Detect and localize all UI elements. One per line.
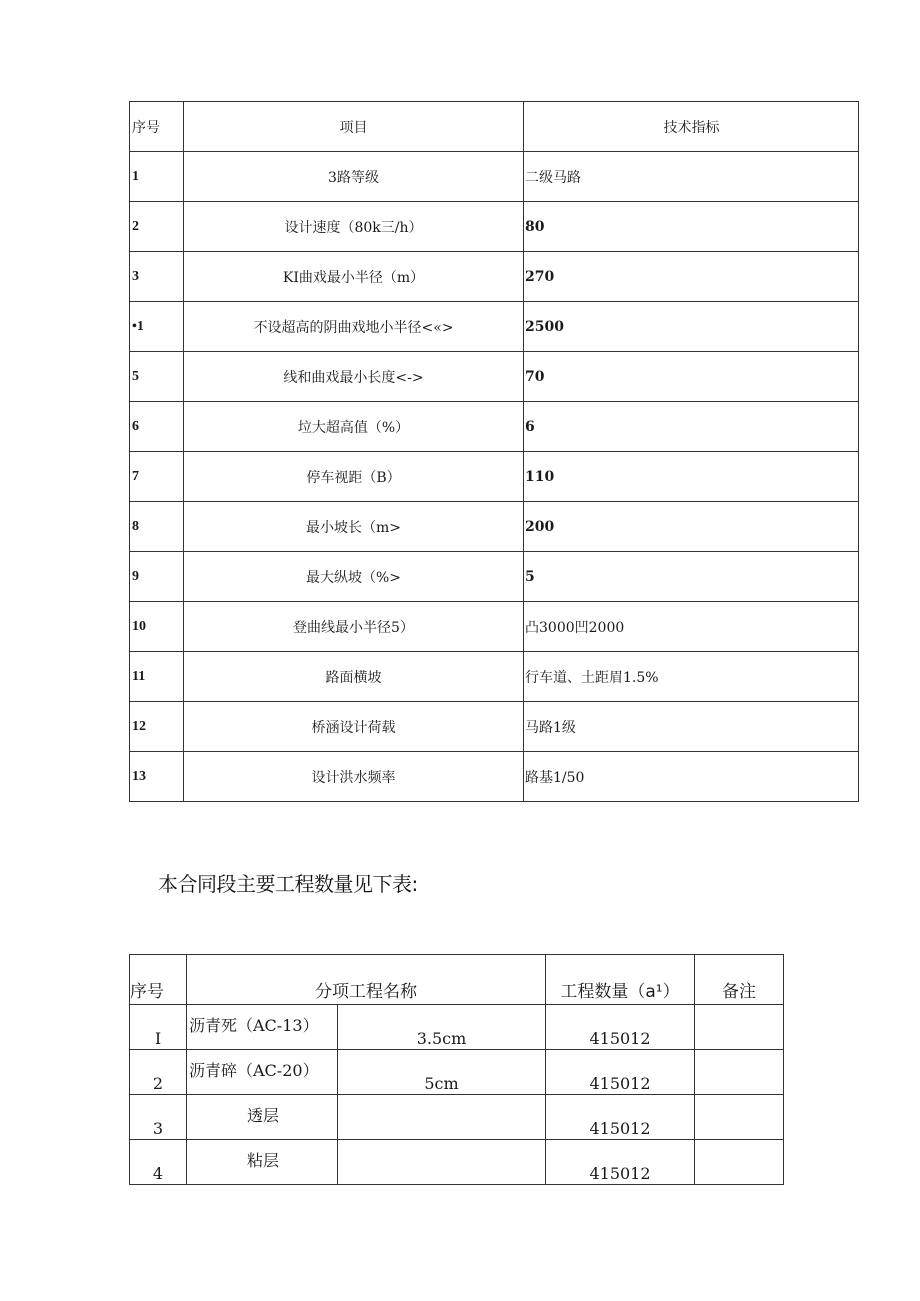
row-item: 最大纵坡（%> xyxy=(184,552,524,602)
row-item: 3路等级 xyxy=(184,152,524,202)
row-remark xyxy=(695,1095,784,1140)
table-row xyxy=(130,652,859,702)
row-qty: 415012 xyxy=(546,1140,695,1185)
row-spec: 凸3000凹2000 xyxy=(524,602,859,652)
table-header-row xyxy=(130,955,784,1005)
row-name: 沥青死（AC-13） xyxy=(187,1005,338,1050)
table-row xyxy=(130,702,859,752)
table-row xyxy=(130,202,859,252)
row-spec: 80 xyxy=(524,202,859,252)
row-seq: 3 xyxy=(130,1095,187,1140)
row-spec xyxy=(338,1140,546,1185)
row-seq: 3 xyxy=(130,252,184,302)
row-item: 垃大超高值（%） xyxy=(184,402,524,452)
row-item: 设计速度（80k三/h） xyxy=(184,202,524,252)
row-spec: 110 xyxy=(524,452,859,502)
row-spec: 3.5cm xyxy=(338,1005,546,1050)
row-item: 登曲线最小半径5） xyxy=(184,602,524,652)
row-spec: 5 xyxy=(524,552,859,602)
row-seq: 8 xyxy=(130,502,184,552)
row-seq: 10 xyxy=(130,602,184,652)
table-row xyxy=(130,352,859,402)
row-spec: 二级马路 xyxy=(524,152,859,202)
table-row xyxy=(130,502,859,552)
row-spec xyxy=(338,1095,546,1140)
header-item: 项目 xyxy=(184,102,524,152)
technical-spec-table xyxy=(129,101,859,802)
row-item: 停车视距（B） xyxy=(184,452,524,502)
row-seq: 2 xyxy=(130,202,184,252)
quantity-table xyxy=(129,954,784,1185)
table-row xyxy=(130,1095,784,1140)
row-item: 最小坡长（m> xyxy=(184,502,524,552)
table-row xyxy=(130,1005,784,1050)
row-seq: 7 xyxy=(130,452,184,502)
table-header-row xyxy=(130,102,859,152)
row-item: 桥涵设计荷载 xyxy=(184,702,524,752)
table-row xyxy=(130,752,859,802)
row-remark xyxy=(695,1050,784,1095)
header-qty: 工程数量（a¹） xyxy=(546,955,695,1005)
row-seq: 11 xyxy=(130,652,184,702)
row-seq: 4 xyxy=(130,1140,187,1185)
row-seq: •1 xyxy=(130,302,184,352)
row-spec: 马路1级 xyxy=(524,702,859,752)
row-spec: 270 xyxy=(524,252,859,302)
table-row xyxy=(130,252,859,302)
row-name: 透层 xyxy=(187,1095,338,1140)
section-heading: 本合同段主要工程数量见下表: xyxy=(158,872,418,896)
header-spec: 技术指标 xyxy=(524,102,859,152)
row-spec: 6 xyxy=(524,402,859,452)
row-seq: I xyxy=(130,1005,187,1050)
row-item: 线和曲戏最小长度<-> xyxy=(184,352,524,402)
row-item: 设计洪水频率 xyxy=(184,752,524,802)
row-qty: 415012 xyxy=(546,1050,695,1095)
table-row xyxy=(130,402,859,452)
row-remark xyxy=(695,1005,784,1050)
row-seq: 12 xyxy=(130,702,184,752)
row-item: 不设超高的阴曲戏地小半径<«> xyxy=(184,302,524,352)
table-row xyxy=(130,1050,784,1095)
row-name: 粘层 xyxy=(187,1140,338,1185)
table-row xyxy=(130,452,859,502)
table-row xyxy=(130,1140,784,1185)
row-spec: 5cm xyxy=(338,1050,546,1095)
row-seq: 6 xyxy=(130,402,184,452)
header-remark: 备注 xyxy=(695,955,784,1005)
header-seq: 序号 xyxy=(130,955,187,1005)
row-spec: 行车道、土距眉1.5% xyxy=(524,652,859,702)
row-spec: 2500 xyxy=(524,302,859,352)
table-row xyxy=(130,602,859,652)
header-name: 分项工程名称 xyxy=(187,955,546,1005)
row-seq: 13 xyxy=(130,752,184,802)
row-seq: 9 xyxy=(130,552,184,602)
row-spec: 200 xyxy=(524,502,859,552)
row-item: KI曲戏最小半径（m） xyxy=(184,252,524,302)
row-seq: 2 xyxy=(130,1050,187,1095)
row-spec: 路基1/50 xyxy=(524,752,859,802)
row-qty: 415012 xyxy=(546,1095,695,1140)
row-spec: 70 xyxy=(524,352,859,402)
table-row xyxy=(130,152,859,202)
table-row xyxy=(130,302,859,352)
table-row xyxy=(130,552,859,602)
row-seq: 5 xyxy=(130,352,184,402)
row-name: 沥青碎（AC-20） xyxy=(187,1050,338,1095)
row-qty: 415012 xyxy=(546,1005,695,1050)
header-seq: 序号 xyxy=(130,102,184,152)
row-remark xyxy=(695,1140,784,1185)
row-seq: 1 xyxy=(130,152,184,202)
row-item: 路面横坡 xyxy=(184,652,524,702)
